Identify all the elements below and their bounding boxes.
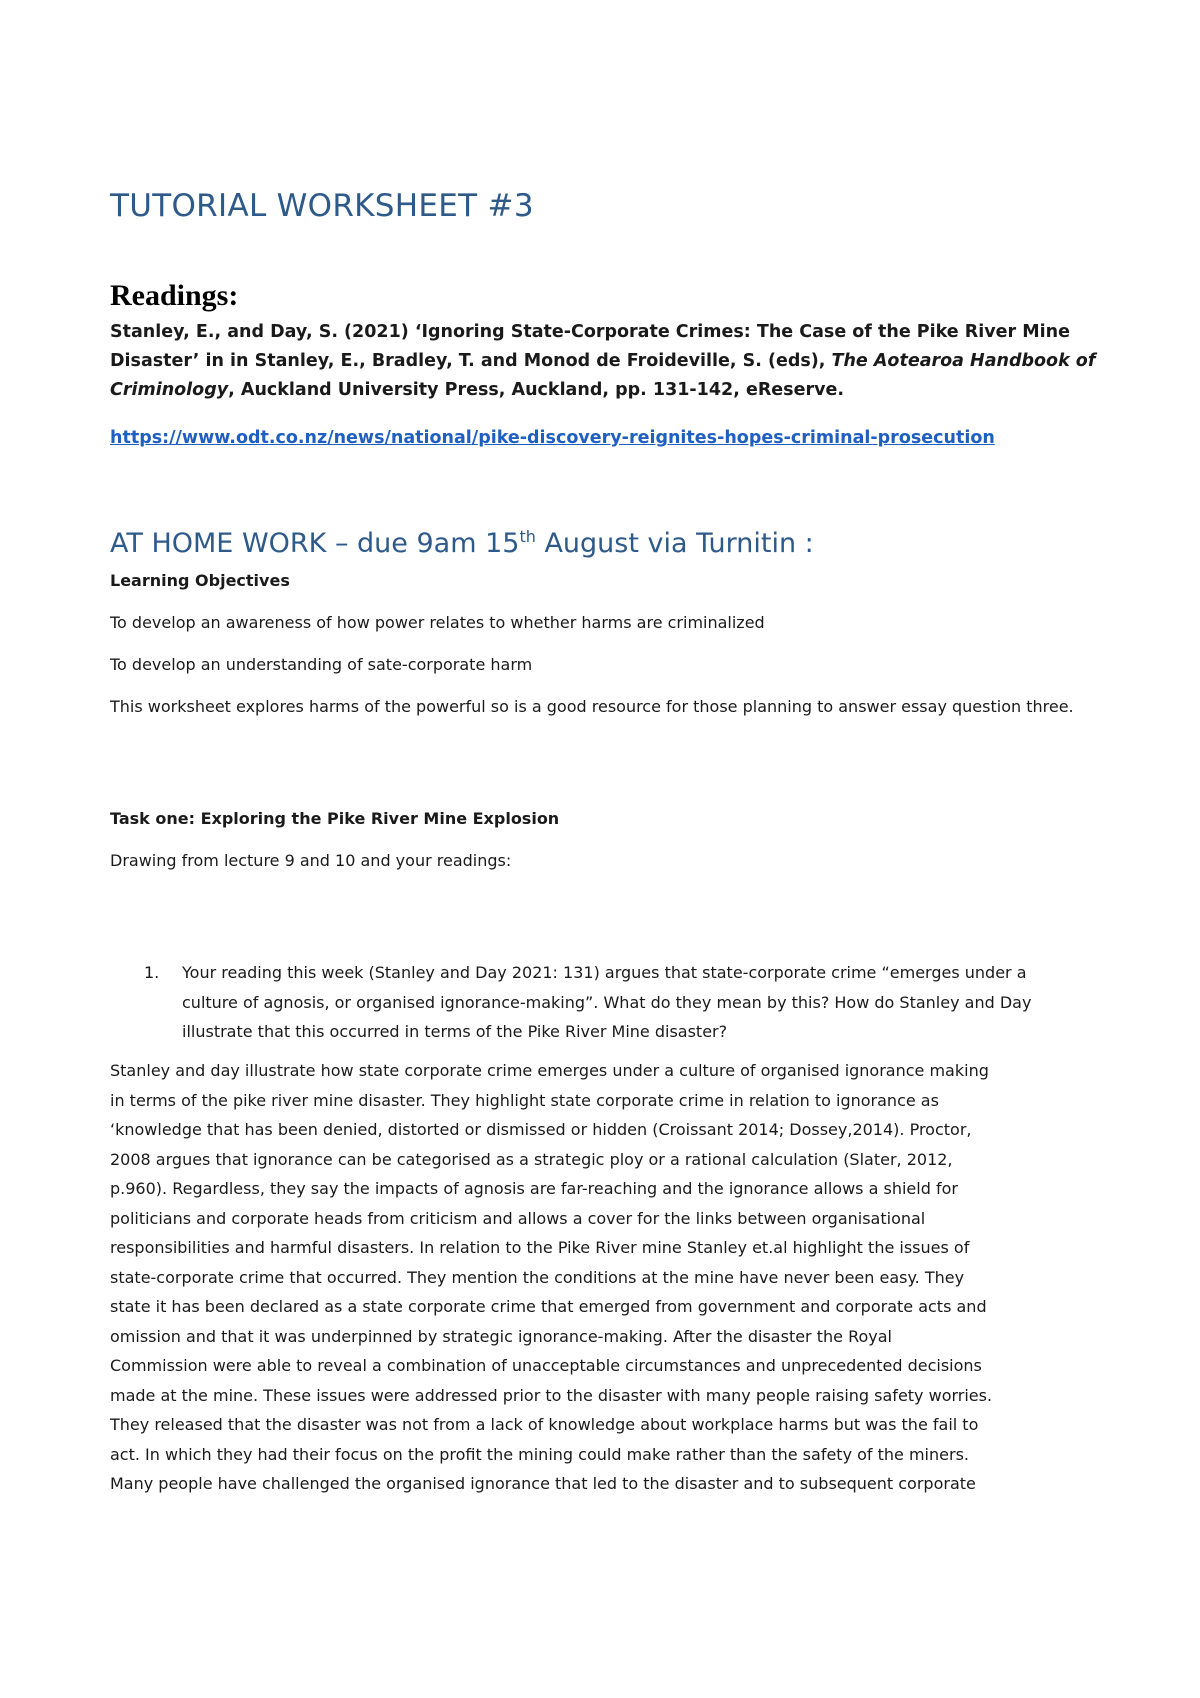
citation-ereserve: eReserve [745, 380, 838, 400]
answer-line: p.960). Regardless, they say the impacts of agnosis are far-reaching and the ignorance allows a shield for [110, 1179, 958, 1198]
answer-line: 2008 argues that ignorance can be categorised as a strategic ploy or a rational calculation (Slater, 2012, [110, 1149, 953, 1169]
question-text: Your reading this week (Stanley and Day 2021: 131) argues that state-corporate crime “emerges under a culture of agnosis, or organised ignorance-making”. What do they mean by this? How do Stanley and Day illustrate that this occurred in terms of the Pike River Mine disaster? [182, 963, 1032, 1041]
answer-line: in terms of the pike river mine disaster. They highlight state corporate crime in relation to ignorance as [110, 1090, 939, 1110]
worksheet-title: TUTORIAL WORKSHEET #3 [110, 188, 534, 224]
objective-item: To develop an understanding of sate-corporate harm [110, 655, 533, 674]
answer-line: responsibilities and harmful disasters. In relation to the Pike River mine Stanley et.al highlight the issues of [110, 1238, 970, 1257]
answer-line: ‘knowledge that has been denied, distorted or dismissed or hidden (Croissant 2014; Dossey,2014). Proctor, [110, 1120, 972, 1139]
homework-heading-sup: th [519, 527, 536, 546]
homework-heading-post: August via Turnitin : [535, 528, 814, 559]
answer-line: state it has been declared as a state corporate crime that emerged from government and corporate acts and [110, 1297, 987, 1316]
answer-line: They released that the disaster was not from a lack of knowledge about workplace harms but was the fail to [110, 1415, 979, 1434]
answer-line: Stanley and day illustrate how state corporate crime emerges under a culture of organised ignorance making [110, 1061, 989, 1080]
reading-link[interactable]: https://www.odt.co.nz/news/national/pike-discovery-reignites-hopes-criminal-prosecution [110, 428, 995, 448]
citation-end: . [837, 380, 845, 400]
answer-line: omission and that it was underpinned by strategic ignorance-making. After the disaster the Royal [110, 1326, 892, 1346]
reading-citation [110, 318, 1100, 405]
citation-book-title: The Aotearoa Handbook of Criminology [110, 351, 1096, 400]
answer-line: politicians and corporate heads from criticism and allows a cover for the links between organisational [110, 1208, 926, 1228]
task-one-intro: Drawing from lecture 9 and 10 and your readings: [110, 851, 512, 870]
task-one-heading: Task one: Exploring the Pike River Mine Explosion [110, 809, 560, 828]
citation-part2: , Auckland University Press, Auckland, pp. 131-142, [228, 380, 746, 400]
citation-part1: Stanley, E., and Day, S. (2021) ‘Ignoring State-Corporate Crimes: The Case of the Pike River Mine Disaster’ in in Stanley, E., Bradley, T. and Monod de Froideville, S. (eds), [110, 322, 1070, 371]
homework-heading [110, 528, 814, 559]
objective-item: This worksheet explores harms of the powerful so is a good resource for those planning to answer essay question three. [110, 697, 1074, 716]
answer-line: Commission were able to reveal a combination of unacceptable circumstances and unprecedented decisions [110, 1356, 982, 1375]
answer-line: act. In which they had their focus on the profit the mining could make rather than the safety of the miners. [110, 1444, 969, 1464]
objective-item: To develop an awareness of how power relates to whether harms are criminalized [110, 613, 765, 632]
answer-paragraph [110, 1056, 1100, 1499]
answer-line: state-corporate crime that occurred. They mention the conditions at the mine have never been easy. They [110, 1267, 965, 1287]
answer-line: made at the mine. These issues were addressed prior to the disaster with many people raising safety worries. [110, 1385, 993, 1405]
homework-heading-pre: AT HOME WORK – due 9am 15 [110, 528, 520, 559]
readings-heading: Readings: [110, 279, 239, 312]
answer-line: Many people have challenged the organised ignorance that led to the disaster and to subsequent corporate [110, 1474, 976, 1493]
question-number: 1. [144, 963, 160, 982]
learning-objectives-heading: Learning Objectives [110, 571, 290, 590]
